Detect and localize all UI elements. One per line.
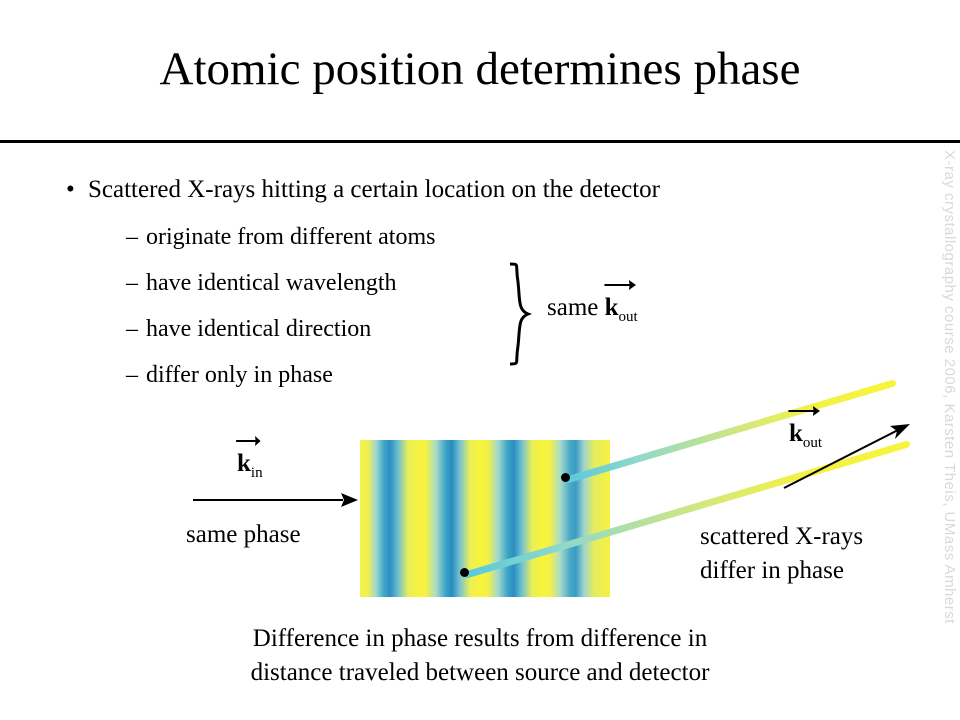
sub-bullet-0 bbox=[126, 224, 435, 251]
page-title: Atomic position determines phase bbox=[159, 43, 801, 95]
vector-arrow-icon bbox=[603, 277, 636, 291]
sub-bullet-label: have identical wavelength bbox=[146, 270, 397, 296]
bullet-main bbox=[66, 176, 660, 204]
k-in-vector bbox=[237, 448, 263, 482]
k-in-label bbox=[237, 448, 263, 482]
k-symbol: k bbox=[789, 420, 803, 447]
incident-beam-arrow-icon bbox=[193, 492, 358, 508]
same-phase-label: same phase bbox=[186, 521, 301, 548]
atom-lower bbox=[460, 568, 469, 577]
sub-bullet-label: have identical direction bbox=[146, 316, 372, 342]
dash-marker: – bbox=[126, 270, 138, 296]
sub-bullet-3 bbox=[126, 362, 333, 389]
bullet-main-label: Scattered X-rays hitting a certain location on the detector bbox=[88, 176, 660, 203]
same-kout-prefix: same bbox=[547, 294, 605, 321]
sub-bullet-label: originate from different atoms bbox=[146, 224, 436, 250]
sub-bullet-2 bbox=[126, 316, 371, 343]
scattered-line-1: scattered X-rays bbox=[700, 523, 864, 550]
dash-marker: – bbox=[126, 362, 138, 388]
dash-marker: – bbox=[126, 224, 138, 250]
title-divider bbox=[0, 140, 960, 143]
k-out-vector-brace bbox=[605, 292, 638, 326]
k-symbol: k bbox=[604, 294, 619, 321]
scattered-line-2: differ in phase bbox=[700, 556, 844, 584]
scattered-xrays-note bbox=[700, 520, 863, 588]
outgoing-beam-arrow-icon bbox=[782, 420, 912, 490]
caption-line-2: distance traveled between source and detector bbox=[250, 658, 710, 686]
vector-arrow-icon bbox=[235, 433, 261, 447]
caption-line-1: Difference in phase results from difference in bbox=[252, 625, 708, 652]
atom-upper bbox=[561, 473, 570, 482]
sub-bullet-label: differ only in phase bbox=[146, 362, 333, 388]
bottom-caption bbox=[0, 622, 960, 690]
curly-brace-icon bbox=[506, 262, 536, 367]
sub-bullet-1 bbox=[126, 270, 397, 297]
k-out-subscript: out bbox=[618, 309, 638, 325]
k-symbol: k bbox=[237, 450, 251, 477]
vector-arrow-icon bbox=[787, 403, 820, 417]
dash-marker: – bbox=[126, 316, 138, 342]
crystal-fringe-block bbox=[360, 440, 610, 597]
same-kout-label bbox=[547, 292, 638, 326]
course-credit: X-ray crystallography course 2006, Karsten Theis, UMass Amherst bbox=[941, 150, 958, 624]
k-out-subscript: out bbox=[802, 435, 823, 451]
k-in-subscript: in bbox=[250, 465, 263, 481]
bullet-marker: • bbox=[66, 176, 75, 203]
